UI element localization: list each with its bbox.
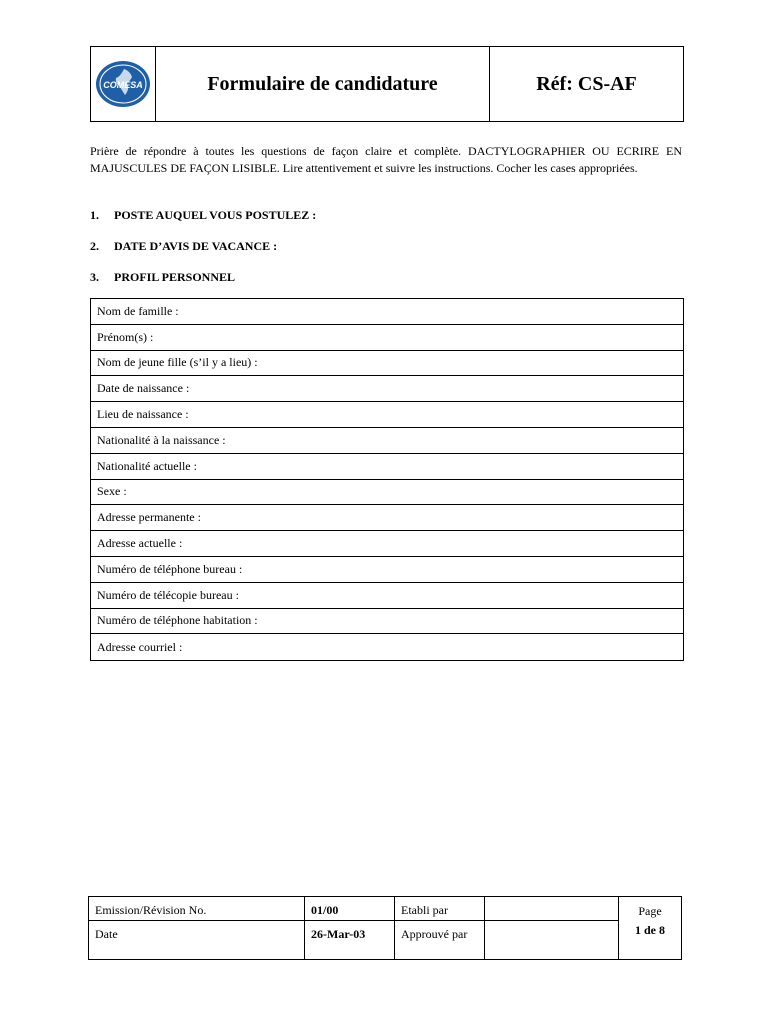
field-sexe[interactable]: Sexe :: [91, 480, 683, 506]
field-nationalite-actuelle[interactable]: Nationalité actuelle :: [91, 454, 683, 480]
section-number: 3.: [90, 270, 99, 284]
field-telecopie-bureau[interactable]: Numéro de télécopie bureau :: [91, 583, 683, 609]
section-profil: [90, 270, 235, 285]
approuve-par-signature[interactable]: [485, 921, 618, 927]
emission-label: Emission/Révision No.: [89, 897, 304, 921]
footer-signature-column: [485, 897, 619, 959]
section-date-avis: [90, 239, 277, 254]
revision-value: 01/00: [305, 897, 394, 921]
personal-profile-table: [90, 298, 684, 661]
field-adresse-courriel[interactable]: Adresse courriel :: [97, 639, 183, 654]
etabli-par-label: Etabli par: [395, 897, 484, 921]
page-number: 1 de 8: [635, 923, 665, 937]
section-label: DATE D’AVIS DE VACANCE :: [114, 239, 278, 253]
field-nom-jeune-fille[interactable]: Nom de jeune fille (s’il y a lieu) :: [91, 351, 683, 377]
section-label: POSTE AUQUEL VOUS POSTULEZ :: [114, 208, 317, 222]
field-telephone-bureau[interactable]: Numéro de téléphone bureau :: [91, 557, 683, 583]
logo-text: COMESA: [103, 80, 143, 90]
date-value: 26-Mar-03: [311, 927, 366, 941]
field-prenoms[interactable]: Prénom(s) :: [91, 325, 683, 351]
field-telephone-habitation[interactable]: Numéro de téléphone habitation :: [91, 609, 683, 635]
section-number: 1.: [90, 208, 99, 222]
etabli-par-signature[interactable]: [485, 897, 618, 921]
document-control-table: [88, 896, 682, 960]
section-label: PROFIL PERSONNEL: [114, 270, 236, 284]
field-nationalite-naissance[interactable]: Nationalité à la naissance :: [91, 428, 683, 454]
form-reference: Réf: CS-AF: [536, 72, 637, 95]
footer-approval-labels: [395, 897, 485, 959]
footer-labels-column: [89, 897, 305, 959]
field-adresse-actuelle[interactable]: Adresse actuelle :: [91, 531, 683, 557]
instructions-paragraph: Prière de répondre à toutes les questions de façon claire et complète. DACTYLOGRAPHIER OU ECRIRE EN MAJUSCULES DE FAÇON LISIBLE. Lire attentivement et suivre les instructions. Cocher les cases appropriées.: [90, 144, 682, 175]
form-title: Formulaire de candidature: [156, 47, 490, 121]
section-poste: [90, 208, 316, 223]
approuve-par-label: Approuvé par: [401, 927, 468, 941]
page-label: Page: [638, 904, 662, 918]
date-label: Date: [95, 927, 118, 941]
field-nom-de-famille[interactable]: Nom de famille :: [91, 299, 683, 325]
logo-cell: [91, 47, 156, 121]
footer-page-column: [619, 897, 681, 959]
field-lieu-naissance[interactable]: Lieu de naissance :: [91, 402, 683, 428]
field-adresse-permanente[interactable]: Adresse permanente :: [91, 505, 683, 531]
field-date-naissance[interactable]: Date de naissance :: [91, 376, 683, 402]
comesa-logo: [94, 59, 152, 109]
section-number: 2.: [90, 239, 99, 253]
footer-values-column: [305, 897, 395, 959]
form-header: [90, 46, 684, 122]
